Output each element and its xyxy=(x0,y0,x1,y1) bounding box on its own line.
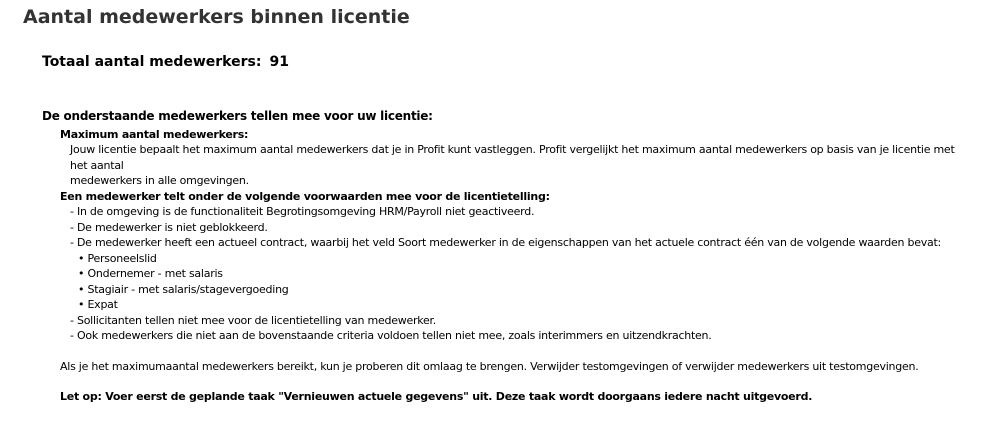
exclusion-item: - Ook medewerkers die niet aan de bovenstaande criteria voldoen tellen niet mee, zoals interimmers en uitzendkrachten. xyxy=(70,329,712,342)
conditions-list xyxy=(70,204,972,251)
condition-item: - De medewerker is niet geblokkeerd. xyxy=(70,220,268,234)
license-intro: De onderstaande medewerkers tellen mee voor uw licentie: xyxy=(42,109,433,123)
employee-types-list xyxy=(78,251,972,313)
max-employees-text-1: Jouw licentie bepaalt het maximum aantal medewerkers dat je in Profit kunt vastleggen. Profit vergelijkt het maximum aantal medewerkers op basis van je licentie met het aantal xyxy=(70,143,955,172)
license-info xyxy=(42,109,972,405)
max-employees-text-2: medewerkers in alle omgevingen. xyxy=(70,174,249,187)
condition-item: - In de omgeving is de functionaliteit Begrotingsomgeving HRM/Payroll niet geactiveerd. xyxy=(70,205,535,218)
employee-type-item: • Ondernemer - met salaris xyxy=(78,267,223,280)
employee-type-item: • Personeelslid xyxy=(78,251,157,265)
page-title: Aantal medewerkers binnen licentie xyxy=(23,6,410,28)
warning-text: Let op: Voer eerst de geplande taak "Vernieuwen actuele gegevens" uit. Deze taak wordt doorgaans iedere nacht uitgevoerd. xyxy=(60,390,813,403)
total-employees xyxy=(42,54,289,70)
total-employees-label: Totaal aantal medewerkers: xyxy=(42,54,262,70)
reduce-advice-text: Als je het maximumaantal medewerkers bereikt, kun je proberen dit omlaag te brengen. Verwijder testomgevingen of verwijder medewerkers uit testomgevingen. xyxy=(60,359,919,373)
exclusions-list xyxy=(70,313,972,344)
condition-item: - De medewerker heeft een actueel contract, waarbij het veld Soort medewerker in de eigenschappen van het actuele contract één van de volgende waarden bevat: xyxy=(70,236,941,249)
employee-type-item: • Stagiair - met salaris/stagevergoeding xyxy=(78,282,289,296)
conditions-title: Een medewerker telt onder de volgende voorwaarden mee voor de licentietelling: xyxy=(60,189,550,203)
employee-type-item: • Expat xyxy=(78,298,118,311)
total-employees-value: 91 xyxy=(269,54,289,70)
max-employees-title: Maximum aantal medewerkers: xyxy=(60,127,249,141)
exclusion-item: - Sollicitanten tellen niet mee voor de licentietelling van medewerker. xyxy=(70,313,437,327)
